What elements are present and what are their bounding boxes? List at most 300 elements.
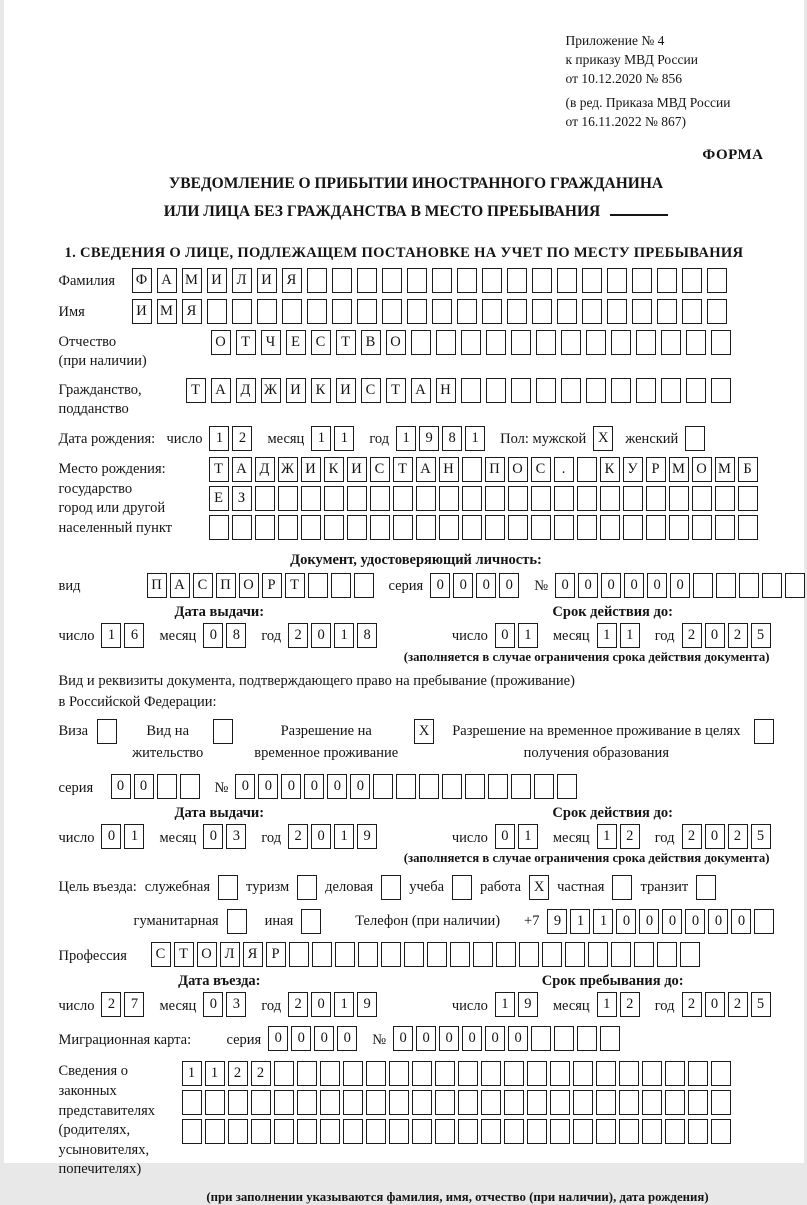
- char-cell[interactable]: 1: [620, 623, 640, 648]
- char-cell[interactable]: [607, 299, 627, 324]
- char-cell[interactable]: 2: [101, 992, 121, 1017]
- char-cell[interactable]: 3: [226, 992, 246, 1017]
- char-cell[interactable]: И: [286, 378, 306, 403]
- char-cell[interactable]: [370, 486, 390, 511]
- char-cell[interactable]: [573, 1090, 593, 1115]
- char-cell[interactable]: Т: [236, 330, 256, 355]
- char-cell[interactable]: 0: [416, 1026, 436, 1051]
- char-cell[interactable]: [282, 299, 302, 324]
- char-cell[interactable]: С: [531, 457, 551, 482]
- char-cell[interactable]: [450, 942, 470, 967]
- char-cell[interactable]: Ж: [261, 378, 281, 403]
- char-cell[interactable]: 0: [235, 774, 255, 799]
- char-cell[interactable]: [416, 486, 436, 511]
- char-cell[interactable]: [738, 515, 758, 540]
- purpose-humanitarian-checkbox[interactable]: [227, 909, 247, 934]
- char-cell[interactable]: [686, 330, 706, 355]
- char-cell[interactable]: [465, 774, 485, 799]
- char-cell[interactable]: [642, 1119, 662, 1144]
- char-cell[interactable]: [688, 1061, 708, 1086]
- char-cell[interactable]: [519, 942, 539, 967]
- char-cell[interactable]: [412, 1090, 432, 1115]
- char-cell[interactable]: [577, 1026, 597, 1051]
- char-cell[interactable]: [634, 942, 654, 967]
- char-cell[interactable]: [680, 942, 700, 967]
- char-cell[interactable]: [715, 486, 735, 511]
- char-cell[interactable]: У: [623, 457, 643, 482]
- char-cell[interactable]: 2: [232, 426, 252, 451]
- char-cell[interactable]: [738, 486, 758, 511]
- char-cell[interactable]: [632, 268, 652, 293]
- char-cell[interactable]: Ф: [132, 268, 152, 293]
- char-cell[interactable]: [707, 268, 727, 293]
- char-cell[interactable]: [324, 515, 344, 540]
- char-cell[interactable]: [432, 268, 452, 293]
- char-cell[interactable]: И: [257, 268, 277, 293]
- char-cell[interactable]: 9: [357, 992, 377, 1017]
- char-cell[interactable]: [661, 378, 681, 403]
- char-cell[interactable]: [636, 330, 656, 355]
- char-cell[interactable]: [412, 1061, 432, 1086]
- char-cell[interactable]: [382, 268, 402, 293]
- char-cell[interactable]: [205, 1090, 225, 1115]
- char-cell[interactable]: 0: [499, 573, 519, 598]
- char-cell[interactable]: М: [715, 457, 735, 482]
- char-cell[interactable]: С: [193, 573, 213, 598]
- char-cell[interactable]: Ж: [278, 457, 298, 482]
- char-cell[interactable]: [711, 1090, 731, 1115]
- char-cell[interactable]: С: [151, 942, 171, 967]
- char-cell[interactable]: П: [216, 573, 236, 598]
- char-cell[interactable]: 2: [251, 1061, 271, 1086]
- char-cell[interactable]: [632, 299, 652, 324]
- char-cell[interactable]: [711, 378, 731, 403]
- char-cell[interactable]: 2: [288, 992, 308, 1017]
- char-cell[interactable]: И: [132, 299, 152, 324]
- char-cell[interactable]: [542, 942, 562, 967]
- char-cell[interactable]: [619, 1061, 639, 1086]
- char-cell[interactable]: [462, 457, 482, 482]
- char-cell[interactable]: [486, 330, 506, 355]
- char-cell[interactable]: [251, 1090, 271, 1115]
- char-cell[interactable]: [600, 486, 620, 511]
- char-cell[interactable]: С: [370, 457, 390, 482]
- char-cell[interactable]: [357, 299, 377, 324]
- char-cell[interactable]: 1: [334, 824, 354, 849]
- char-cell[interactable]: В: [361, 330, 381, 355]
- char-cell[interactable]: [577, 486, 597, 511]
- char-cell[interactable]: С: [311, 330, 331, 355]
- char-cell[interactable]: [412, 1119, 432, 1144]
- char-cell[interactable]: 0: [203, 623, 223, 648]
- char-cell[interactable]: [686, 378, 706, 403]
- char-cell[interactable]: 0: [439, 1026, 459, 1051]
- char-cell[interactable]: [228, 1119, 248, 1144]
- char-cell[interactable]: [473, 942, 493, 967]
- char-cell[interactable]: [257, 299, 277, 324]
- char-cell[interactable]: [435, 1090, 455, 1115]
- char-cell[interactable]: [435, 1119, 455, 1144]
- char-cell[interactable]: [320, 1061, 340, 1086]
- sex-female-checkbox[interactable]: [685, 426, 705, 451]
- char-cell[interactable]: П: [147, 573, 167, 598]
- char-cell[interactable]: [596, 1119, 616, 1144]
- char-cell[interactable]: 2: [228, 1061, 248, 1086]
- residence-permit-checkbox[interactable]: [213, 719, 233, 744]
- char-cell[interactable]: [232, 515, 252, 540]
- char-cell[interactable]: О: [197, 942, 217, 967]
- char-cell[interactable]: [665, 1119, 685, 1144]
- char-cell[interactable]: [232, 299, 252, 324]
- char-cell[interactable]: [657, 268, 677, 293]
- char-cell[interactable]: 0: [203, 824, 223, 849]
- purpose-work-checkbox[interactable]: X: [529, 875, 549, 900]
- char-cell[interactable]: [432, 299, 452, 324]
- char-cell[interactable]: 9: [419, 426, 439, 451]
- char-cell[interactable]: [486, 378, 506, 403]
- char-cell[interactable]: [366, 1090, 386, 1115]
- char-cell[interactable]: [646, 515, 666, 540]
- char-cell[interactable]: 7: [124, 992, 144, 1017]
- char-cell[interactable]: 0: [555, 573, 575, 598]
- char-cell[interactable]: К: [600, 457, 620, 482]
- char-cell[interactable]: [669, 515, 689, 540]
- char-cell[interactable]: [457, 268, 477, 293]
- char-cell[interactable]: 0: [393, 1026, 413, 1051]
- char-cell[interactable]: [278, 486, 298, 511]
- char-cell[interactable]: И: [347, 457, 367, 482]
- char-cell[interactable]: 6: [124, 623, 144, 648]
- char-cell[interactable]: [557, 774, 577, 799]
- char-cell[interactable]: [209, 515, 229, 540]
- char-cell[interactable]: [550, 1061, 570, 1086]
- char-cell[interactable]: [531, 515, 551, 540]
- char-cell[interactable]: [754, 909, 774, 934]
- char-cell[interactable]: А: [411, 378, 431, 403]
- char-cell[interactable]: [642, 1061, 662, 1086]
- char-cell[interactable]: И: [207, 268, 227, 293]
- char-cell[interactable]: [297, 1090, 317, 1115]
- char-cell[interactable]: О: [692, 457, 712, 482]
- char-cell[interactable]: 0: [311, 623, 331, 648]
- char-cell[interactable]: 0: [508, 1026, 528, 1051]
- char-cell[interactable]: А: [211, 378, 231, 403]
- char-cell[interactable]: [661, 330, 681, 355]
- char-cell[interactable]: 1: [518, 824, 538, 849]
- char-cell[interactable]: [619, 1090, 639, 1115]
- purpose-commercial-checkbox[interactable]: [381, 875, 401, 900]
- char-cell[interactable]: 0: [203, 992, 223, 1017]
- char-cell[interactable]: О: [508, 457, 528, 482]
- char-cell[interactable]: [573, 1061, 593, 1086]
- char-cell[interactable]: Е: [209, 486, 229, 511]
- char-cell[interactable]: 0: [327, 774, 347, 799]
- char-cell[interactable]: [511, 774, 531, 799]
- char-cell[interactable]: [785, 573, 805, 598]
- char-cell[interactable]: 0: [311, 824, 331, 849]
- char-cell[interactable]: [707, 299, 727, 324]
- char-cell[interactable]: [332, 268, 352, 293]
- char-cell[interactable]: [527, 1119, 547, 1144]
- char-cell[interactable]: [511, 378, 531, 403]
- char-cell[interactable]: 0: [705, 992, 725, 1017]
- char-cell[interactable]: [396, 774, 416, 799]
- char-cell[interactable]: [182, 1090, 202, 1115]
- char-cell[interactable]: 8: [442, 426, 462, 451]
- char-cell[interactable]: 0: [485, 1026, 505, 1051]
- purpose-other-checkbox[interactable]: [301, 909, 321, 934]
- char-cell[interactable]: 1: [570, 909, 590, 934]
- char-cell[interactable]: 0: [304, 774, 324, 799]
- char-cell[interactable]: [623, 486, 643, 511]
- char-cell[interactable]: 0: [337, 1026, 357, 1051]
- char-cell[interactable]: [692, 515, 712, 540]
- char-cell[interactable]: [278, 515, 298, 540]
- char-cell[interactable]: [711, 1061, 731, 1086]
- char-cell[interactable]: [688, 1090, 708, 1115]
- char-cell[interactable]: К: [324, 457, 344, 482]
- char-cell[interactable]: Л: [220, 942, 240, 967]
- char-cell[interactable]: [312, 942, 332, 967]
- char-cell[interactable]: 9: [547, 909, 567, 934]
- char-cell[interactable]: [370, 515, 390, 540]
- char-cell[interactable]: [389, 1119, 409, 1144]
- char-cell[interactable]: [251, 1119, 271, 1144]
- char-cell[interactable]: 0: [708, 909, 728, 934]
- char-cell[interactable]: 1: [597, 992, 617, 1017]
- char-cell[interactable]: 5: [751, 623, 771, 648]
- char-cell[interactable]: [623, 515, 643, 540]
- char-cell[interactable]: [642, 1090, 662, 1115]
- char-cell[interactable]: 9: [518, 992, 538, 1017]
- purpose-transit-checkbox[interactable]: [696, 875, 716, 900]
- edu-permit-checkbox[interactable]: [754, 719, 774, 744]
- char-cell[interactable]: [462, 515, 482, 540]
- char-cell[interactable]: [393, 486, 413, 511]
- char-cell[interactable]: [577, 457, 597, 482]
- char-cell[interactable]: 0: [281, 774, 301, 799]
- char-cell[interactable]: [320, 1119, 340, 1144]
- char-cell[interactable]: [588, 942, 608, 967]
- char-cell[interactable]: [665, 1061, 685, 1086]
- char-cell[interactable]: [461, 330, 481, 355]
- char-cell[interactable]: 1: [518, 623, 538, 648]
- char-cell[interactable]: [416, 515, 436, 540]
- char-cell[interactable]: .: [554, 457, 574, 482]
- char-cell[interactable]: [407, 299, 427, 324]
- char-cell[interactable]: Я: [282, 268, 302, 293]
- char-cell[interactable]: 1: [334, 992, 354, 1017]
- char-cell[interactable]: 3: [226, 824, 246, 849]
- char-cell[interactable]: [393, 515, 413, 540]
- char-cell[interactable]: [739, 573, 759, 598]
- char-cell[interactable]: 1: [101, 623, 121, 648]
- char-cell[interactable]: А: [232, 457, 252, 482]
- char-cell[interactable]: [527, 1090, 547, 1115]
- char-cell[interactable]: [301, 486, 321, 511]
- char-cell[interactable]: [411, 330, 431, 355]
- char-cell[interactable]: А: [157, 268, 177, 293]
- char-cell[interactable]: 0: [476, 573, 496, 598]
- char-cell[interactable]: [665, 1090, 685, 1115]
- char-cell[interactable]: [436, 330, 456, 355]
- char-cell[interactable]: [442, 774, 462, 799]
- char-cell[interactable]: Д: [255, 457, 275, 482]
- char-cell[interactable]: 1: [182, 1061, 202, 1086]
- char-cell[interactable]: Я: [182, 299, 202, 324]
- char-cell[interactable]: Т: [336, 330, 356, 355]
- char-cell[interactable]: 0: [578, 573, 598, 598]
- char-cell[interactable]: [343, 1061, 363, 1086]
- char-cell[interactable]: [458, 1090, 478, 1115]
- char-cell[interactable]: 0: [685, 909, 705, 934]
- char-cell[interactable]: [485, 515, 505, 540]
- char-cell[interactable]: [582, 268, 602, 293]
- char-cell[interactable]: [507, 268, 527, 293]
- char-cell[interactable]: 2: [620, 824, 640, 849]
- char-cell[interactable]: [550, 1090, 570, 1115]
- char-cell[interactable]: 1: [311, 426, 331, 451]
- char-cell[interactable]: М: [157, 299, 177, 324]
- char-cell[interactable]: [335, 942, 355, 967]
- char-cell[interactable]: [439, 515, 459, 540]
- char-cell[interactable]: [711, 330, 731, 355]
- char-cell[interactable]: [611, 942, 631, 967]
- char-cell[interactable]: [180, 774, 200, 799]
- char-cell[interactable]: 1: [495, 992, 515, 1017]
- char-cell[interactable]: [347, 486, 367, 511]
- char-cell[interactable]: [458, 1119, 478, 1144]
- char-cell[interactable]: [507, 299, 527, 324]
- char-cell[interactable]: [554, 1026, 574, 1051]
- char-cell[interactable]: [504, 1061, 524, 1086]
- char-cell[interactable]: [307, 299, 327, 324]
- char-cell[interactable]: 1: [593, 909, 613, 934]
- char-cell[interactable]: Д: [236, 378, 256, 403]
- char-cell[interactable]: [301, 515, 321, 540]
- char-cell[interactable]: Р: [646, 457, 666, 482]
- char-cell[interactable]: 0: [453, 573, 473, 598]
- char-cell[interactable]: 0: [670, 573, 690, 598]
- char-cell[interactable]: [669, 486, 689, 511]
- char-cell[interactable]: [485, 486, 505, 511]
- char-cell[interactable]: [307, 268, 327, 293]
- char-cell[interactable]: [573, 1119, 593, 1144]
- char-cell[interactable]: [332, 299, 352, 324]
- char-cell[interactable]: 2: [728, 623, 748, 648]
- char-cell[interactable]: [646, 486, 666, 511]
- char-cell[interactable]: 2: [728, 824, 748, 849]
- char-cell[interactable]: Н: [439, 457, 459, 482]
- char-cell[interactable]: [508, 486, 528, 511]
- char-cell[interactable]: [481, 1090, 501, 1115]
- char-cell[interactable]: [532, 299, 552, 324]
- char-cell[interactable]: 0: [101, 824, 121, 849]
- char-cell[interactable]: [534, 774, 554, 799]
- char-cell[interactable]: 2: [288, 824, 308, 849]
- char-cell[interactable]: [366, 1061, 386, 1086]
- char-cell[interactable]: [561, 330, 581, 355]
- char-cell[interactable]: О: [211, 330, 231, 355]
- char-cell[interactable]: 1: [396, 426, 416, 451]
- char-cell[interactable]: 5: [751, 824, 771, 849]
- char-cell[interactable]: 1: [597, 824, 617, 849]
- char-cell[interactable]: 0: [616, 909, 636, 934]
- char-cell[interactable]: 2: [620, 992, 640, 1017]
- char-cell[interactable]: [462, 486, 482, 511]
- char-cell[interactable]: А: [416, 457, 436, 482]
- char-cell[interactable]: [343, 1090, 363, 1115]
- char-cell[interactable]: Я: [243, 942, 263, 967]
- char-cell[interactable]: 1: [124, 824, 144, 849]
- char-cell[interactable]: 1: [334, 426, 354, 451]
- char-cell[interactable]: С: [361, 378, 381, 403]
- char-cell[interactable]: [600, 1026, 620, 1051]
- char-cell[interactable]: [461, 378, 481, 403]
- char-cell[interactable]: [531, 1026, 551, 1051]
- char-cell[interactable]: [532, 268, 552, 293]
- char-cell[interactable]: 0: [639, 909, 659, 934]
- char-cell[interactable]: 8: [226, 623, 246, 648]
- char-cell[interactable]: Т: [186, 378, 206, 403]
- char-cell[interactable]: [347, 515, 367, 540]
- char-cell[interactable]: [320, 1090, 340, 1115]
- char-cell[interactable]: Е: [286, 330, 306, 355]
- char-cell[interactable]: [715, 515, 735, 540]
- char-cell[interactable]: [693, 573, 713, 598]
- char-cell[interactable]: Т: [285, 573, 305, 598]
- char-cell[interactable]: [343, 1119, 363, 1144]
- char-cell[interactable]: П: [485, 457, 505, 482]
- char-cell[interactable]: [531, 486, 551, 511]
- char-cell[interactable]: [458, 1061, 478, 1086]
- char-cell[interactable]: 0: [258, 774, 278, 799]
- char-cell[interactable]: [682, 268, 702, 293]
- char-cell[interactable]: [488, 774, 508, 799]
- char-cell[interactable]: [207, 299, 227, 324]
- char-cell[interactable]: [308, 573, 328, 598]
- char-cell[interactable]: 0: [495, 623, 515, 648]
- char-cell[interactable]: [550, 1119, 570, 1144]
- char-cell[interactable]: [711, 1119, 731, 1144]
- char-cell[interactable]: [382, 299, 402, 324]
- char-cell[interactable]: О: [386, 330, 406, 355]
- char-cell[interactable]: [274, 1119, 294, 1144]
- char-cell[interactable]: [536, 378, 556, 403]
- char-cell[interactable]: Т: [209, 457, 229, 482]
- char-cell[interactable]: [419, 774, 439, 799]
- char-cell[interactable]: [331, 573, 351, 598]
- char-cell[interactable]: 0: [647, 573, 667, 598]
- purpose-business-checkbox[interactable]: [218, 875, 238, 900]
- char-cell[interactable]: [586, 330, 606, 355]
- char-cell[interactable]: [358, 942, 378, 967]
- char-cell[interactable]: [297, 1119, 317, 1144]
- char-cell[interactable]: [611, 330, 631, 355]
- char-cell[interactable]: [688, 1119, 708, 1144]
- char-cell[interactable]: [324, 486, 344, 511]
- char-cell[interactable]: [716, 573, 736, 598]
- char-cell[interactable]: [457, 299, 477, 324]
- visa-checkbox[interactable]: [97, 719, 117, 744]
- char-cell[interactable]: [439, 486, 459, 511]
- char-cell[interactable]: Т: [386, 378, 406, 403]
- char-cell[interactable]: [611, 378, 631, 403]
- char-cell[interactable]: [255, 486, 275, 511]
- char-cell[interactable]: [274, 1090, 294, 1115]
- char-cell[interactable]: 0: [311, 992, 331, 1017]
- char-cell[interactable]: 0: [662, 909, 682, 934]
